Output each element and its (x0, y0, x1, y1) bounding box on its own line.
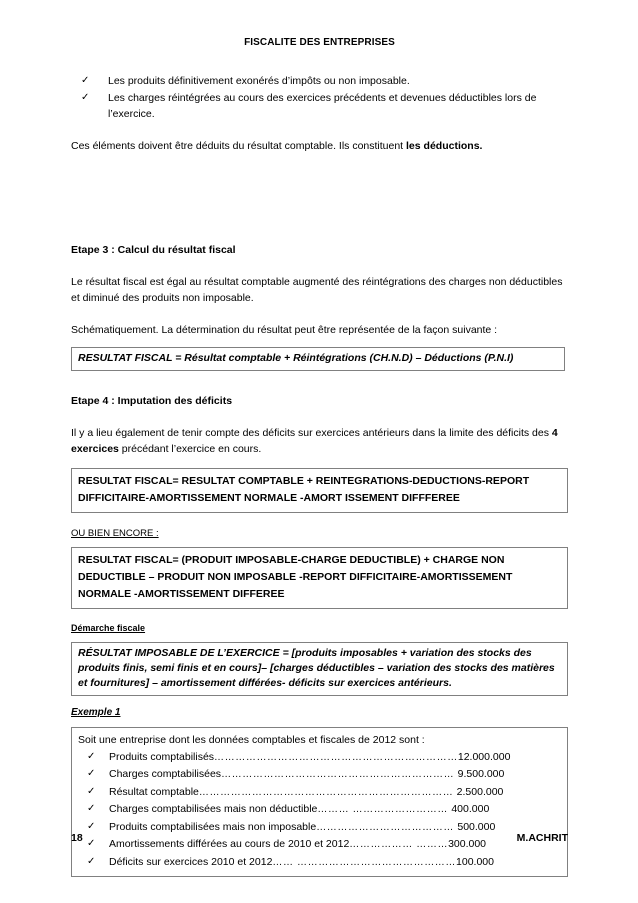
item-value: 9.500.000 (457, 768, 505, 780)
dot-leader: …………………………………………………………… (214, 751, 458, 763)
item-value: 500.000 (457, 820, 496, 833)
etape4-heading: Etape 4 : Imputation des déficits (71, 395, 233, 407)
demarche-fiscale-wrapper (71, 618, 568, 636)
exemple-data-box (71, 727, 568, 878)
check-icon: ✓ (87, 768, 96, 779)
list-item-label: Les produits définitivement exonérés d’impôts ou non imposable. (108, 75, 410, 87)
item-value: 300.000 (448, 838, 487, 850)
item-label: Produits comptabilisés (109, 750, 215, 763)
list-item-label: Les charges réintégrées au cours des exercices précédents et devenues déductibles lors de l’exercice. (108, 91, 537, 120)
spacer (71, 513, 568, 523)
check-icon: ✓ (87, 855, 96, 867)
check-icon: ✓ (81, 75, 90, 86)
list-item (78, 766, 561, 784)
dot-leader: ……… ……………………… (317, 804, 452, 815)
check-icon: ✓ (87, 785, 96, 797)
list-item (78, 854, 561, 872)
spacer (71, 338, 568, 347)
item-label: Déficits sur exercices 2010 et 2012 (109, 855, 273, 868)
check-icon: ✓ (87, 838, 96, 849)
item-label: Charges comptabilisées mais non déductible (109, 803, 318, 815)
etape4-para-post: précédant l’exercice en cours. (118, 443, 262, 455)
list-item (78, 784, 561, 802)
dot-leader: ……………………………………………………………… (198, 786, 457, 798)
etape3-paragraph-2: Schématiquement. La détermination du résultat peut être représentée de la façon suivante : (71, 323, 498, 336)
check-icon: ✓ (87, 750, 96, 762)
list-item (71, 73, 568, 90)
etape4-formula-box-2: RESULTAT FISCAL= (PRODUIT IMPOSABLE-CHARGE DEDUCTIBLE) + CHARGE NON DEDUCTIBLE – PRODUIT NON IMPOSABLE -REPORT DIFFICITAIRE-AMORTISSEMENT NORMALE -AMORTISSEMENT DIFFEREE (71, 547, 568, 609)
item-label: Produits comptabilisées mais non imposable (109, 820, 317, 833)
check-icon: ✓ (87, 803, 96, 814)
ou-bien-encore-wrapper (71, 523, 568, 541)
exemple-label-wrapper (71, 702, 568, 720)
demarche-fiscale-label: Démarche fiscale (71, 622, 146, 633)
exemple-label: Exemple 1 (71, 706, 121, 718)
closing-prefix-text: Ces éléments doivent être déduits du résultat comptable. Ils constituent (71, 139, 407, 152)
item-label: Amortissements différées au cours de 2010 et 2012 (109, 838, 350, 850)
list-item (71, 90, 568, 123)
footer-page-number: 18 (71, 832, 83, 844)
etape3-heading: Etape 3 : Calcul du résultat fiscal (71, 244, 236, 256)
spacer (71, 609, 568, 618)
etape4-para-bold: 4 exercices (71, 426, 558, 455)
exemple-items-list (78, 749, 561, 872)
dot-leader: ………………………………………………………… (221, 769, 458, 780)
item-value: 12.000.000 (457, 750, 511, 763)
footer-author: M.ACHRIT (516, 832, 568, 844)
check-icon: ✓ (81, 91, 90, 103)
spacer (71, 458, 568, 468)
exemple-intro: Soit une entreprise dont les données comptables et fiscales de 2012 sont : (78, 733, 425, 746)
deductions-bullet-list (71, 73, 568, 123)
dot-leader: ………………………………… (316, 821, 458, 833)
page-title: FISCALITE DES ENTREPRISES (244, 37, 395, 48)
closing-bold-text: les déductions. (406, 139, 483, 152)
resultat-imposable-box: RÉSULTAT IMPOSABLE DE L’EXERCICE = [produits imposables + variation des stocks des produits finis, semi finis et en cours]– [charges déductibles – variation des stocks des matières et fournitures] – amortissement différées- déficits sur exercices antérieurs. (71, 642, 568, 696)
item-value: 400.000 (451, 803, 490, 815)
item-value: 100.000 (456, 855, 494, 868)
etape4-para-pre: Il y a lieu également de tenir compte des déficits sur exercices antérieurs dans la limite des déficits des (71, 426, 552, 439)
item-label: Résultat comptable (109, 785, 199, 798)
item-label: Charges comptabilisées (109, 768, 222, 780)
ou-bien-encore-label: OU BIEN ENCORE : (71, 527, 159, 539)
deductions-closing-paragraph (71, 138, 568, 155)
page-footer (71, 832, 568, 844)
etape4-paragraph (71, 425, 568, 458)
page-content (71, 0, 568, 877)
spacer (71, 720, 568, 727)
etape3-paragraph-1: Le résultat fiscal est égal au résultat comptable augmenté des réintégrations des charges non déductibles et diminué des produits non imposable. (71, 275, 563, 304)
vertical-spacer (71, 154, 568, 242)
item-value: 2.500.000 (456, 785, 504, 798)
dot-leader: …… ……………………………………… (272, 856, 457, 868)
etape3-formula-box: RESULTAT FISCAL = Résultat comptable + Réintégrations (CH.N.D) – Déductions (P.N.I) (71, 347, 565, 371)
check-icon: ✓ (87, 820, 96, 832)
etape4-formula-box-1: RESULTAT FISCAL= RESULTAT COMPTABLE + REINTEGRATIONS-DEDUCTIONS-REPORT DIFFICITAIRE-AMORTISSEMENT NORMALE -AMORT ISSEMENT DIFFFEREE (71, 468, 568, 513)
spacer (71, 371, 568, 393)
list-item (78, 749, 561, 767)
list-item (78, 801, 561, 819)
dot-leader: ……………… ……… (349, 839, 449, 850)
